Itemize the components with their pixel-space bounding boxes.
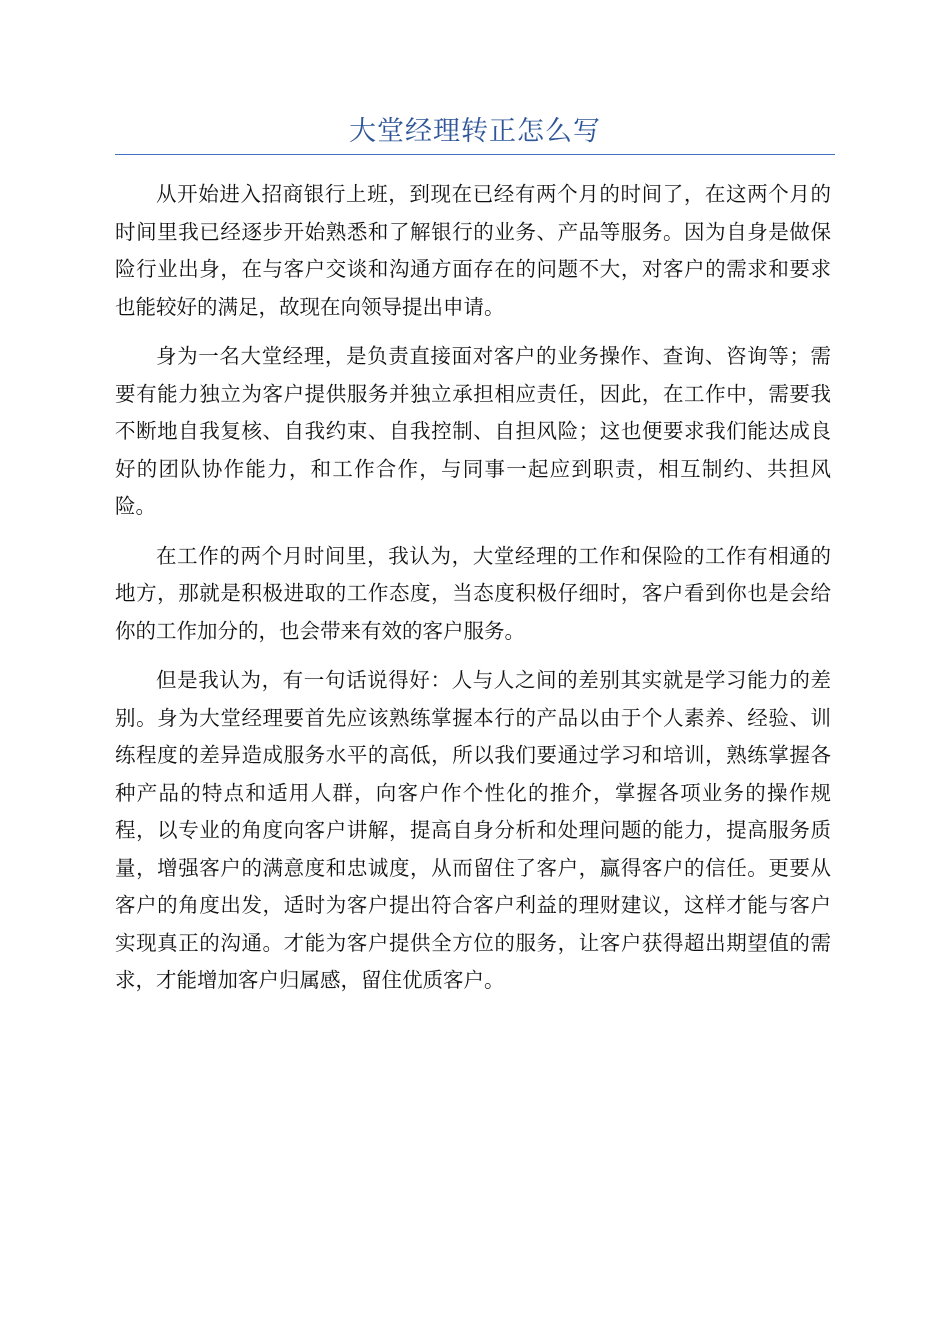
paragraph-3: 在工作的两个月时间里，我认为，大堂经理的工作和保险的工作有相通的地方，那就是积极进取的工作态度，当态度积极仔细时，客户看到你也是会给你的工作加分的，也会带来有效的客户服务。: [115, 543, 831, 643]
document-body: [115, 176, 831, 1012]
paragraph-1: 从开始进入招商银行上班，到现在已经有两个月的时间了，在这两个月的时间里我已经逐步开始熟悉和了解银行的业务、产品等服务。因为自身是做保险行业出身，在与客户交谈和沟通方面存在的问题不大，对客户的需求和要求也能较好的满足，故现在向领导提出申请。: [115, 182, 831, 319]
paragraph-4: 但是我认为，有一句话说得好：人与人之间的差别其实就是学习能力的差别。身为大堂经理要首先应该熟练掌握本行的产品以由于个人素养、经验、训练程度的差异造成服务水平的高低，所以我们要通过学习和培训，熟练掌握各种产品的特点和适用人群，向客户作个性化的推介，掌握各项业务的操作规程，以专业的角度向客户讲解，提高自身分析和处理问题的能力，提高服务质量，增强客户的满意度和忠诚度，从而留住了客户，赢得客户的信任。更要从客户的角度出发，适时为客户提出符合客户利益的理财建议，这样才能与客户实现真正的沟通。才能为客户提供全方位的服务，让客户获得超出期望值的需求，才能增加客户归属感，留住优质客户。: [115, 668, 831, 992]
paragraph-2: 身为一名大堂经理，是负责直接面对客户的业务操作、查询、咨询等；需要有能力独立为客户提供服务并独立承担相应责任，因此，在工作中，需要我不断地自我复核、自我约束、自我控制、自担风险；这也便要求我们能达成良好的团队协作能力，和工作合作，与同事一起应到职责，相互制约、共担风险。: [115, 344, 831, 518]
document-title: 大堂经理转正怎么写: [349, 116, 601, 147]
title-underline: [115, 154, 835, 155]
